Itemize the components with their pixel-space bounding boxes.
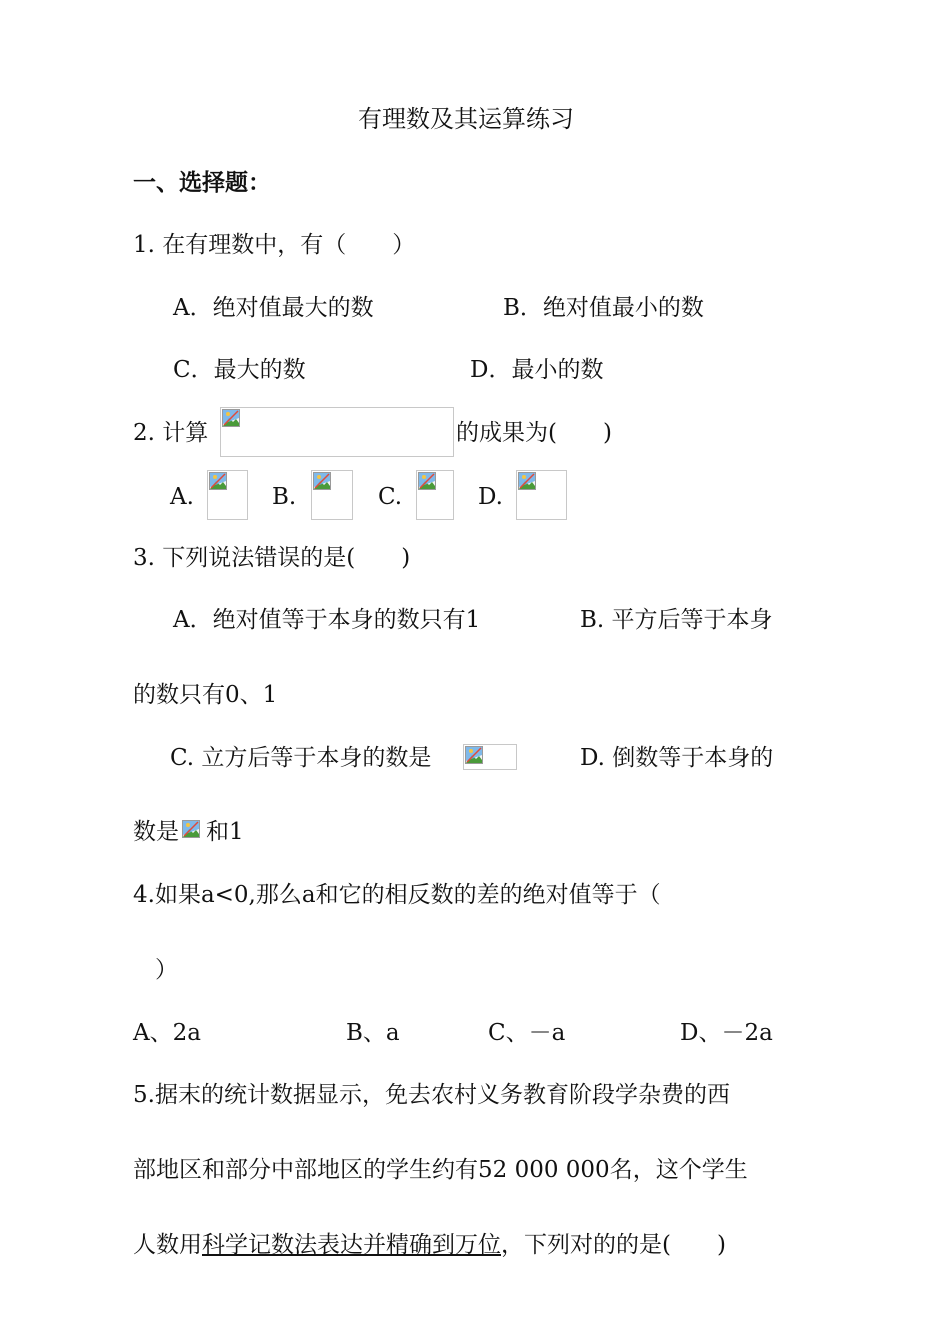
broken-image-icon (209, 472, 227, 490)
question-4-option-d: D、－2a (680, 1020, 773, 1046)
question-3-stem: 3. 下列说法错误的是( ) (133, 545, 411, 571)
question-3-option-d-continued-suffix: 和1 (206, 819, 244, 845)
question-2-stem-suffix: 的成果为( ) (456, 420, 612, 446)
question-5-line-3 (133, 1230, 726, 1260)
question-1-option-b: B．绝对值最小的数 (503, 295, 704, 321)
question-3-option-b-continued: 的数只有0、1 (133, 682, 278, 708)
formula-image (220, 407, 454, 457)
broken-image-icon (182, 820, 200, 838)
question-2-option-d-label: D. (478, 484, 503, 510)
question-2-option-c-label: C. (378, 484, 403, 510)
question-3-option-d: D. 倒数等于本身的 (580, 745, 774, 771)
question-5-line-3-suffix: ，下列对的的是( ) (501, 1232, 726, 1258)
broken-image-icon (518, 472, 536, 490)
question-3-option-b: B. 平方后等于本身 (580, 607, 773, 633)
question-1-option-d: D．最小的数 (470, 357, 604, 383)
broken-image-icon (222, 409, 240, 427)
question-2-option-a-label: A. (170, 484, 194, 510)
question-2-stem-prefix: 2. 计算 (133, 420, 209, 446)
question-4-option-a: A、2a (133, 1020, 201, 1046)
question-4-stem: 4.如果a<0,那么a和它的相反数的差的绝对值等于（ (133, 882, 661, 908)
page-title: 有理数及其运算练习 (358, 105, 574, 133)
option-c-image (416, 470, 454, 520)
option-b-image (311, 470, 353, 520)
question-1-option-c: C．最大的数 (173, 357, 306, 383)
broken-image-icon (313, 472, 331, 490)
question-4-option-c: C、－a (488, 1020, 566, 1046)
question-3-option-a: A．绝对值等于本身的数只有1 (173, 607, 481, 633)
question-1-option-a: A．绝对值最大的数 (173, 295, 374, 321)
question-2-option-b-label: B. (272, 484, 297, 510)
broken-image-icon (465, 746, 483, 764)
question-3-option-d-continued-prefix: 数是 (133, 819, 179, 845)
question-5-line-2: 部地区和部分中部地区的学生约有52 000 000名，这个学生 (133, 1157, 748, 1183)
question-1-stem: 1. 在有理数中，有（ ） (133, 232, 416, 258)
option-d-formula-image (181, 819, 203, 843)
question-3-option-c: C. 立方后等于本身的数是 (170, 745, 432, 771)
question-4-stem-close: ） (155, 957, 178, 983)
question-4-option-b: B、a (346, 1020, 400, 1046)
option-d-image (516, 470, 567, 520)
broken-image-icon (418, 472, 436, 490)
question-5-line-1: 5.据末的统计数据显示，免去农村义务教育阶段学杂费的西 (133, 1082, 730, 1108)
option-c-formula-image (463, 744, 517, 770)
question-5-line-3-prefix: 人数用 (133, 1232, 202, 1258)
section-heading: 一、选择题： (133, 169, 271, 196)
option-a-image (207, 470, 248, 520)
question-5-underlined-phrase: 科学记数法表达并精确到万位 (202, 1232, 501, 1258)
